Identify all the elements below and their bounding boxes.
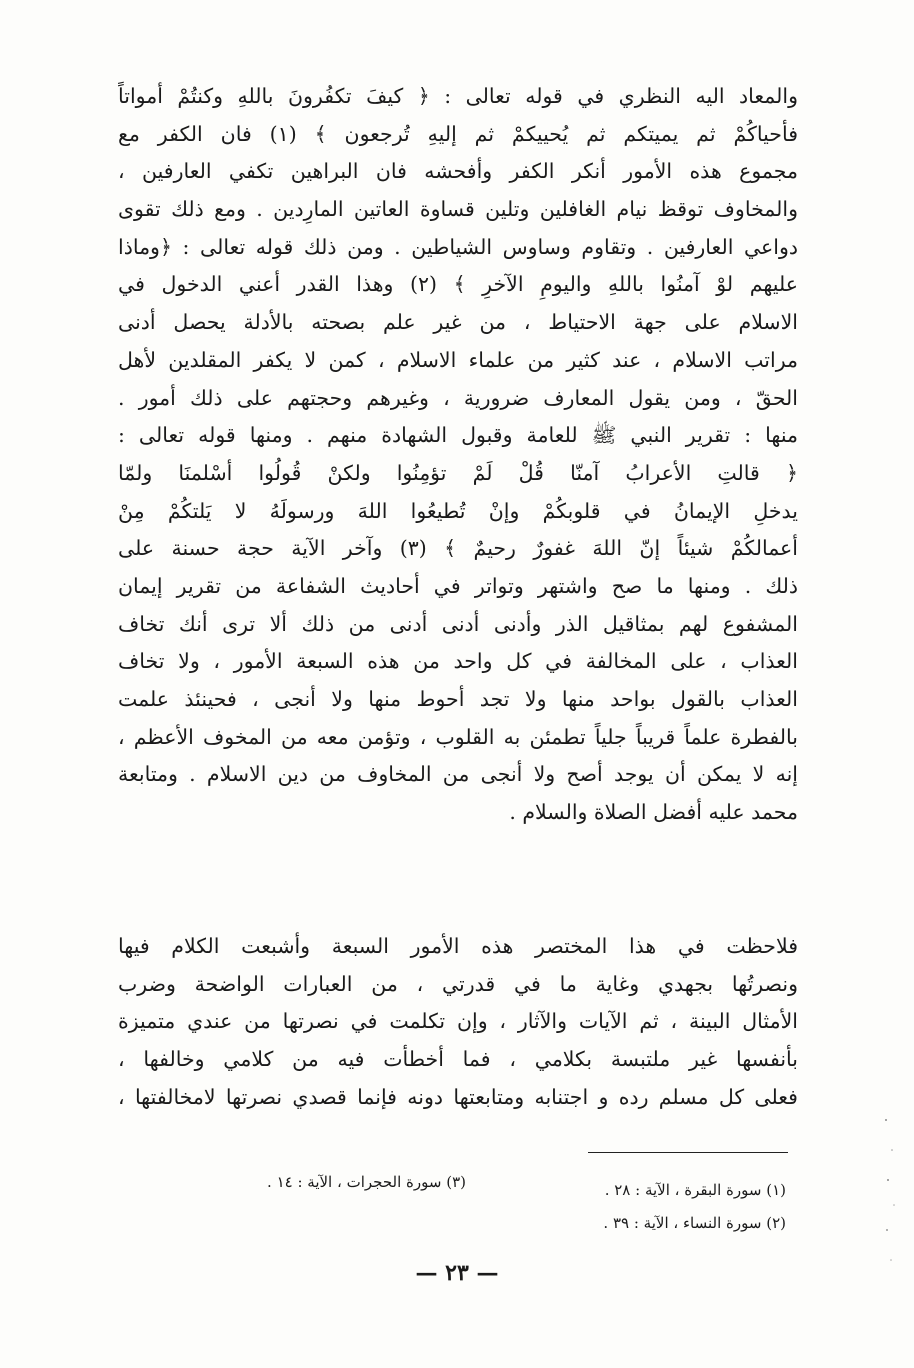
text-line: الأمثال البينة ، ثم الآيات والآثار ، وإن تكلمت في نصرتها من عندي متميزة <box>118 1009 798 1034</box>
text-line: والمخاوف توقظ نيام الغافلين وتلين قساوة العاتين المارِدين . ومع ذلك تقوى <box>118 197 798 222</box>
text-line: بأنفسها غير ملتبسة بكلامي ، فما أخطأت فيه من كلامي وخالفها ، <box>118 1047 798 1072</box>
text-line: الاسلام على جهة الاحتياط ، من غير علم بصحته بالأدلة يحصل أدنى <box>118 310 798 335</box>
text-line: ذلك . ومنها ما صح واشتهر وتواتر في أحاديث الشفاعة من تقرير إيمان <box>118 573 798 598</box>
text-line: والمعاد اليه النظري في قوله تعالى : ﴿ كيفَ تكفُرونَ باللهِ وكنتُمْ أمواتاً <box>118 84 798 108</box>
footnote-1: (١) سورة البقرة ، الآية : ٢٨ . <box>604 1181 786 1199</box>
footnote-2: (٢) سورة النساء ، الآية : ٣٩ . <box>603 1214 786 1232</box>
text-line: يدخلِ الإيمانُ في قلوبكُمْ وإنْ تُطيعُوا اللهَ ورسولَهُ لا يَلتكُمْ مِنْ <box>118 498 798 523</box>
text-line: مراتب الاسلام ، عند كثير من علماء الاسلام ، كمن لا يكفر المقلدين لأهل <box>118 347 798 372</box>
text-line: مجموع هذه الأمور أنكر الكفر وأفحشه فان البراهين تكفي العارفين ، <box>118 159 798 184</box>
text-line: منها : تقرير النبي ﷺ للعامة وقبول الشهادة منهم . ومنها قوله تعالى : <box>118 423 798 448</box>
text-line: محمد عليه أفضل الصلاة والسلام . <box>509 800 798 825</box>
text-line: دواعي العارفين . وتقاوم وساوس الشياطين . ومن ذلك قوله تعالى : ﴿وماذا <box>118 234 798 259</box>
text-line: فأحياكُمْ ثم يميتكم ثم يُحييكمْ ثم إليهِ تُرجعون ﴾ (١) فان الكفر مع <box>118 121 798 146</box>
text-line: عليهم لوْ آمنُوا باللهِ واليومِ الآخرِ ﴾ (٢) وهذا القدر أعني الدخول في <box>118 272 798 297</box>
second-paragraph <box>118 928 798 1116</box>
text-line: فلاحظت في هذا المختصر هذه الأمور السبعة وأشبعت الكلام فيها <box>118 934 798 958</box>
text-line: أعمالكُمْ شيئاً إنّ اللهَ غفورٌ رحيمٌ ﴾ (٣) وآخر الآية حجة حسنة على <box>118 536 798 561</box>
text-line: إنه لا يمكن أن يوجد أصح ولا أنجى من المخاوف من دين الاسلام . ومتابعة <box>118 762 798 787</box>
text-line: بالفطرة علماً قريباً جلياً تطمئن به القلوب ، وتؤمن معه من المخوف الأعظم ، <box>118 724 798 749</box>
text-line: ﴿ قالتِ الأعرابُ آمنّا قُلْ لَمْ تؤمِنُوا ولكنْ قُولُوا أسْلمنَا ولمّا <box>118 460 798 485</box>
footnote-separator <box>588 1152 788 1153</box>
scan-speckle-marks <box>880 1110 904 1310</box>
text-line: المشفوع لهم بمثاقيل الذر وأدنى أدنى أدنى من ذلك ألا ترى أنك تخاف <box>118 611 798 636</box>
text-line: فعلى كل مسلم رده و اجتنابه ومتابعتها دونه فإنما قصدي نصرتها لامخالفتها ، <box>118 1084 798 1109</box>
text-line: الحقّ ، ومن يقول المعارف ضرورية ، وغيرهم وحجتهم على ذلك أمور . <box>118 385 798 410</box>
text-line: العذاب بالقول بواحد منها ولا تجد أحوط منها ولا أنجى ، فحينئذ علمت <box>118 687 798 711</box>
page-number: — ٢٣ — <box>415 1260 499 1286</box>
main-paragraph <box>118 78 798 832</box>
text-line: ونصرتُها بجهدي وغاية ما في قدرتي ، من العبارات الواضحة وضرب <box>118 971 798 996</box>
text-line: العذاب ، على المخالفة في كل واحد من هذه السبعة الأمور ، ولا تخاف <box>118 649 798 674</box>
footnote-3: (٣) سورة الحجرات ، الآية : ١٤ . <box>267 1173 466 1191</box>
